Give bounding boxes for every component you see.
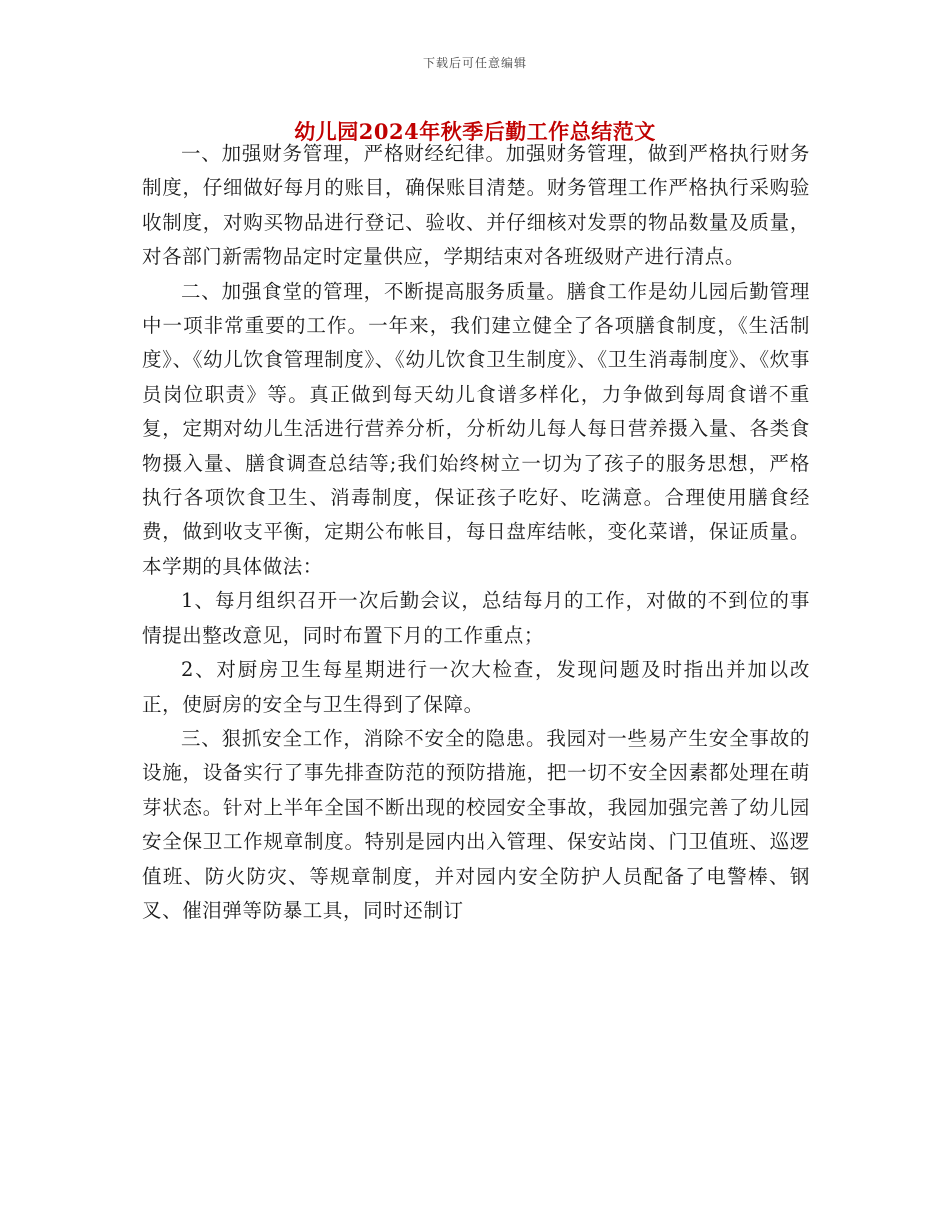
paragraph-canteen: 二、加强食堂的管理，不断提高服务质量。膳食工作是幼儿园后勤管理中一项非常重要的工作。一年来，我们建立健全了各项膳食制度，《生活制度》、《幼儿饮食管理制度》、《幼儿饮食卫生制度》、《卫生消毒制度》、《炊事员岗位职责》等。真正做到每天幼儿食谱多样化，力争做到每周食谱不重复，定期对幼儿生活进行营养分析，分析幼儿每人每日营养摄入量、各类食物摄入量、膳食调查总结等;我们始终树立一切为了孩子的服务思想，严格执行各项饮食卫生、消毒制度，保证孩子吃好、吃满意。合理使用膳食经费，做到收支平衡，定期公布帐目，每日盘库结帐，变化菜谱，保证质量。本学期的具体做法： [142,279,810,578]
header-note: 下载后可任意编辑 [422,56,527,70]
document-title: 幼儿园2024年秋季后勤工作总结范文 [294,119,656,144]
paragraph-monthly-meeting: 1、每月组织召开一次后勤会议，总结每月的工作，对做的不到位的事情提出整改意见，同时布置下月的工作重点； [142,589,810,647]
paragraph-safety: 三、狠抓安全工作，消除不安全的隐患。我园对一些易产生安全事故的设施，设备实行了事先排查防范的预防措施，把一切不安全因素都处理在萌芽状态。针对上半年全国不断出现的校园安全事故，我园加强完善了幼儿园安全保卫工作规章制度。特别是园内出入管理、保安站岗、门卫值班、巡逻值班、防火防灾、等规章制度，并对园内安全防护人员配备了电警棒、钢叉、催泪弹等防暴工具，同时还制订 [142,726,810,922]
paragraph-finance: 一、加强财务管理，严格财经纪律。加强财务管理，做到严格执行财务制度，仔细做好每月的账目，确保账目清楚。财务管理工作严格执行采购验收制度，对购买物品进行登记、验收、并仔细核对发票的物品数量及质量，对各部门新需物品定时定量供应，学期结束对各班级财产进行清点。 [142,142,810,269]
paragraph-kitchen-inspection: 2、对厨房卫生每星期进行一次大检查，发现问题及时指出并加以改正，使厨房的安全与卫生得到了保障。 [142,658,810,716]
document-body [142,137,810,928]
